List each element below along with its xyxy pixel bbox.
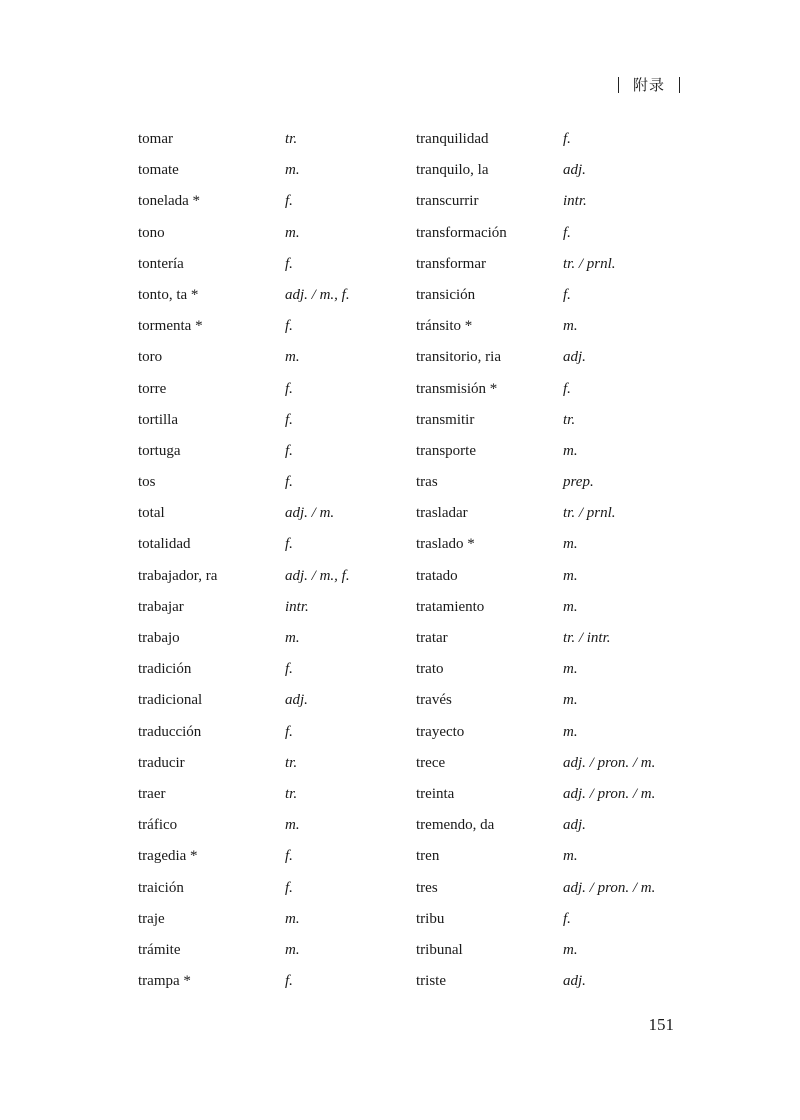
entry-part-of-speech: tr. / prnl. bbox=[563, 505, 616, 522]
vocabulary-entry bbox=[416, 717, 655, 748]
entry-part-of-speech: m. bbox=[563, 598, 578, 615]
entry-part-of-speech: intr. bbox=[285, 598, 309, 615]
vocabulary-entry bbox=[138, 186, 350, 217]
entry-part-of-speech: f. bbox=[285, 193, 293, 210]
entry-word: transmisión * bbox=[416, 380, 498, 397]
vocabulary-entry bbox=[416, 342, 655, 373]
entry-word: través bbox=[416, 692, 452, 709]
vocabulary-entry bbox=[138, 685, 350, 716]
entry-word: tratamiento bbox=[416, 598, 485, 615]
entry-word: tortilla bbox=[138, 411, 178, 428]
running-header bbox=[618, 74, 680, 95]
entry-word: tormenta * bbox=[138, 318, 203, 335]
entry-part-of-speech: f. bbox=[285, 380, 293, 397]
entry-part-of-speech: f. bbox=[563, 380, 571, 397]
vocabulary-entry bbox=[138, 311, 350, 342]
entry-part-of-speech: tr. bbox=[285, 754, 298, 771]
vocabulary-entry bbox=[416, 592, 655, 623]
entry-word: transporte bbox=[416, 442, 476, 459]
vocabulary-entry bbox=[416, 685, 655, 716]
entry-part-of-speech: m. bbox=[563, 442, 578, 459]
entry-word: tontería bbox=[138, 255, 184, 272]
entry-word: tribu bbox=[416, 910, 445, 927]
vocabulary-entry bbox=[416, 529, 655, 560]
vocabulary-entry bbox=[416, 904, 655, 935]
entry-part-of-speech: f. bbox=[563, 224, 571, 241]
entry-part-of-speech: adj. / m., f. bbox=[285, 567, 350, 584]
vocabulary-entry bbox=[138, 467, 350, 498]
entry-part-of-speech: adj. / pron. / m. bbox=[563, 785, 656, 802]
entry-part-of-speech: f. bbox=[563, 910, 571, 927]
entry-word: tomate bbox=[138, 162, 179, 179]
entry-part-of-speech: f. bbox=[285, 411, 293, 428]
entry-word: traición bbox=[138, 879, 184, 896]
entry-word: tranquilidad bbox=[416, 131, 489, 147]
entry-part-of-speech: f. bbox=[285, 318, 293, 335]
entry-part-of-speech: tr. / prnl. bbox=[563, 255, 616, 272]
entry-word: tortuga bbox=[138, 442, 181, 459]
entry-part-of-speech: m. bbox=[563, 536, 578, 553]
entry-word: trece bbox=[416, 754, 446, 771]
entry-part-of-speech: adj. bbox=[285, 692, 308, 709]
vocabulary-entry bbox=[416, 623, 655, 654]
entry-part-of-speech: m. bbox=[563, 723, 578, 740]
entry-word: tras bbox=[416, 474, 438, 491]
entry-part-of-speech: m. bbox=[563, 941, 578, 958]
entry-part-of-speech: adj. / pron. / m. bbox=[563, 879, 656, 896]
vocabulary-entry bbox=[138, 873, 350, 904]
header-title: 附录 bbox=[632, 76, 665, 94]
entry-part-of-speech: m. bbox=[285, 349, 300, 366]
vocabulary-entry bbox=[416, 124, 655, 155]
entry-word: tránsito * bbox=[416, 318, 473, 335]
page-number: 151 bbox=[648, 1015, 674, 1034]
vocabulary-entry bbox=[416, 654, 655, 685]
entry-part-of-speech: adj. / pron. / m. bbox=[563, 754, 656, 771]
entry-part-of-speech: f. bbox=[285, 661, 293, 678]
entry-part-of-speech: tr. / intr. bbox=[563, 630, 611, 646]
vocabulary-entry bbox=[138, 155, 350, 186]
entry-part-of-speech: f. bbox=[285, 723, 293, 740]
entry-part-of-speech: intr. bbox=[563, 193, 587, 210]
entry-part-of-speech: f. bbox=[563, 131, 571, 147]
vocabulary-entry bbox=[416, 374, 655, 405]
entry-word: transitorio, ria bbox=[416, 349, 501, 366]
vocabulary-entry bbox=[416, 280, 655, 311]
entry-word: trabajar bbox=[138, 598, 184, 615]
entry-word: total bbox=[138, 505, 165, 522]
entry-word: tranquilo, la bbox=[416, 162, 489, 179]
vocabulary-entry bbox=[416, 155, 655, 186]
entry-part-of-speech: tr. bbox=[285, 131, 298, 147]
vocabulary-column-left bbox=[138, 124, 350, 997]
entry-word: transformar bbox=[416, 255, 486, 272]
vocabulary-entry bbox=[416, 561, 655, 592]
entry-part-of-speech: f. bbox=[285, 536, 293, 553]
vocabulary-column-right bbox=[416, 124, 655, 997]
entry-word: tratar bbox=[416, 630, 448, 646]
entry-word: tratado bbox=[416, 567, 458, 584]
entry-word: traducción bbox=[138, 723, 202, 740]
entry-part-of-speech: m. bbox=[563, 318, 578, 335]
entry-part-of-speech: m. bbox=[285, 941, 300, 958]
entry-word: tribunal bbox=[416, 941, 463, 958]
entry-part-of-speech: adj. bbox=[563, 349, 586, 366]
entry-word: triste bbox=[416, 973, 446, 990]
entry-word: trabajador, ra bbox=[138, 567, 218, 584]
vocabulary-entry bbox=[416, 186, 655, 217]
entry-part-of-speech: m. bbox=[285, 162, 300, 179]
vocabulary-entry bbox=[138, 498, 350, 529]
entry-word: tres bbox=[416, 879, 438, 896]
entry-word: treinta bbox=[416, 785, 455, 802]
entry-part-of-speech: m. bbox=[563, 661, 578, 678]
entry-part-of-speech: f. bbox=[285, 973, 293, 990]
entry-word: tren bbox=[416, 848, 440, 865]
entry-word: transformación bbox=[416, 224, 507, 241]
entry-word: tomar bbox=[138, 131, 173, 147]
entry-word: traje bbox=[138, 910, 165, 927]
entry-part-of-speech: f. bbox=[285, 848, 293, 865]
entry-word: trampa * bbox=[138, 973, 191, 990]
vocabulary-entry bbox=[138, 436, 350, 467]
vocabulary-entry bbox=[138, 529, 350, 560]
vocabulary-entry bbox=[138, 654, 350, 685]
entry-part-of-speech: adj. / m. bbox=[285, 505, 335, 522]
vocabulary-entry bbox=[138, 935, 350, 966]
vocabulary-entry bbox=[138, 374, 350, 405]
vocabulary-entry bbox=[138, 592, 350, 623]
header-divider-left bbox=[618, 77, 619, 93]
entry-word: tonelada * bbox=[138, 193, 201, 210]
entry-part-of-speech: f. bbox=[563, 286, 571, 303]
entry-word: trayecto bbox=[416, 723, 465, 740]
vocabulary-entry bbox=[416, 405, 655, 436]
vocabulary-entry bbox=[416, 779, 655, 810]
entry-word: transcurrir bbox=[416, 193, 479, 210]
entry-part-of-speech: m. bbox=[563, 567, 578, 584]
entry-part-of-speech: tr. bbox=[563, 411, 576, 428]
vocabulary-entry bbox=[416, 841, 655, 872]
vocabulary-entry bbox=[416, 467, 655, 498]
entry-word: tradicional bbox=[138, 692, 203, 709]
vocabulary-entry bbox=[138, 218, 350, 249]
vocabulary-entry bbox=[138, 717, 350, 748]
entry-word: traer bbox=[138, 785, 166, 802]
entry-word: trabajo bbox=[138, 630, 180, 646]
entry-part-of-speech: adj. bbox=[563, 973, 586, 990]
entry-word: trámite bbox=[138, 941, 181, 958]
vocabulary-entry bbox=[138, 748, 350, 779]
vocabulary-entry bbox=[138, 966, 350, 997]
entry-part-of-speech: m. bbox=[563, 692, 578, 709]
vocabulary-entry bbox=[138, 280, 350, 311]
entry-part-of-speech: adj. / m., f. bbox=[285, 286, 350, 303]
header-divider-right bbox=[679, 77, 680, 93]
entry-part-of-speech: m. bbox=[285, 630, 300, 646]
entry-part-of-speech: f. bbox=[285, 255, 293, 272]
entry-word: transmitir bbox=[416, 411, 475, 428]
entry-part-of-speech: f. bbox=[285, 442, 293, 459]
vocabulary-entry bbox=[138, 124, 350, 155]
vocabulary-entry bbox=[138, 249, 350, 280]
vocabulary-entry bbox=[138, 841, 350, 872]
entry-word: tonto, ta * bbox=[138, 286, 199, 303]
entry-word: traslado * bbox=[416, 536, 475, 553]
entry-word: trasladar bbox=[416, 505, 468, 522]
vocabulary-entry bbox=[416, 873, 655, 904]
entry-word: tráfico bbox=[138, 817, 178, 834]
entry-word: totalidad bbox=[138, 536, 191, 553]
entry-word: torre bbox=[138, 380, 167, 397]
entry-word: toro bbox=[138, 349, 163, 366]
entry-word: tragedia * bbox=[138, 848, 198, 865]
entry-part-of-speech: m. bbox=[285, 224, 300, 241]
vocabulary-entry bbox=[416, 748, 655, 779]
entry-part-of-speech: adj. bbox=[563, 817, 586, 834]
entry-part-of-speech: adj. bbox=[563, 162, 586, 179]
entry-part-of-speech: m. bbox=[285, 910, 300, 927]
vocabulary-entry bbox=[416, 935, 655, 966]
vocabulary-entry bbox=[416, 218, 655, 249]
entry-part-of-speech: prep. bbox=[563, 474, 594, 491]
vocabulary-entry bbox=[138, 904, 350, 935]
entry-word: trato bbox=[416, 661, 444, 678]
entry-part-of-speech: m. bbox=[285, 817, 300, 834]
entry-part-of-speech: m. bbox=[563, 848, 578, 865]
entry-word: tos bbox=[138, 474, 156, 491]
vocabulary-entry bbox=[138, 810, 350, 841]
vocabulary-entry bbox=[416, 810, 655, 841]
entry-word: tono bbox=[138, 224, 165, 241]
vocabulary-entry bbox=[416, 249, 655, 280]
vocabulary-entry bbox=[138, 561, 350, 592]
vocabulary-entry bbox=[138, 405, 350, 436]
entry-word: transición bbox=[416, 286, 476, 303]
entry-part-of-speech: tr. bbox=[285, 785, 298, 802]
vocabulary-entry bbox=[416, 311, 655, 342]
vocabulary-entry bbox=[138, 623, 350, 654]
vocabulary-entry bbox=[416, 498, 655, 529]
entry-word: traducir bbox=[138, 754, 185, 771]
vocabulary-entry bbox=[138, 342, 350, 373]
entry-word: tradición bbox=[138, 661, 192, 678]
entry-word: tremendo, da bbox=[416, 817, 495, 834]
vocabulary-entry bbox=[416, 436, 655, 467]
entry-part-of-speech: f. bbox=[285, 879, 293, 896]
entry-part-of-speech: f. bbox=[285, 474, 293, 491]
vocabulary-entry bbox=[138, 779, 350, 810]
vocabulary-entry bbox=[416, 966, 655, 997]
